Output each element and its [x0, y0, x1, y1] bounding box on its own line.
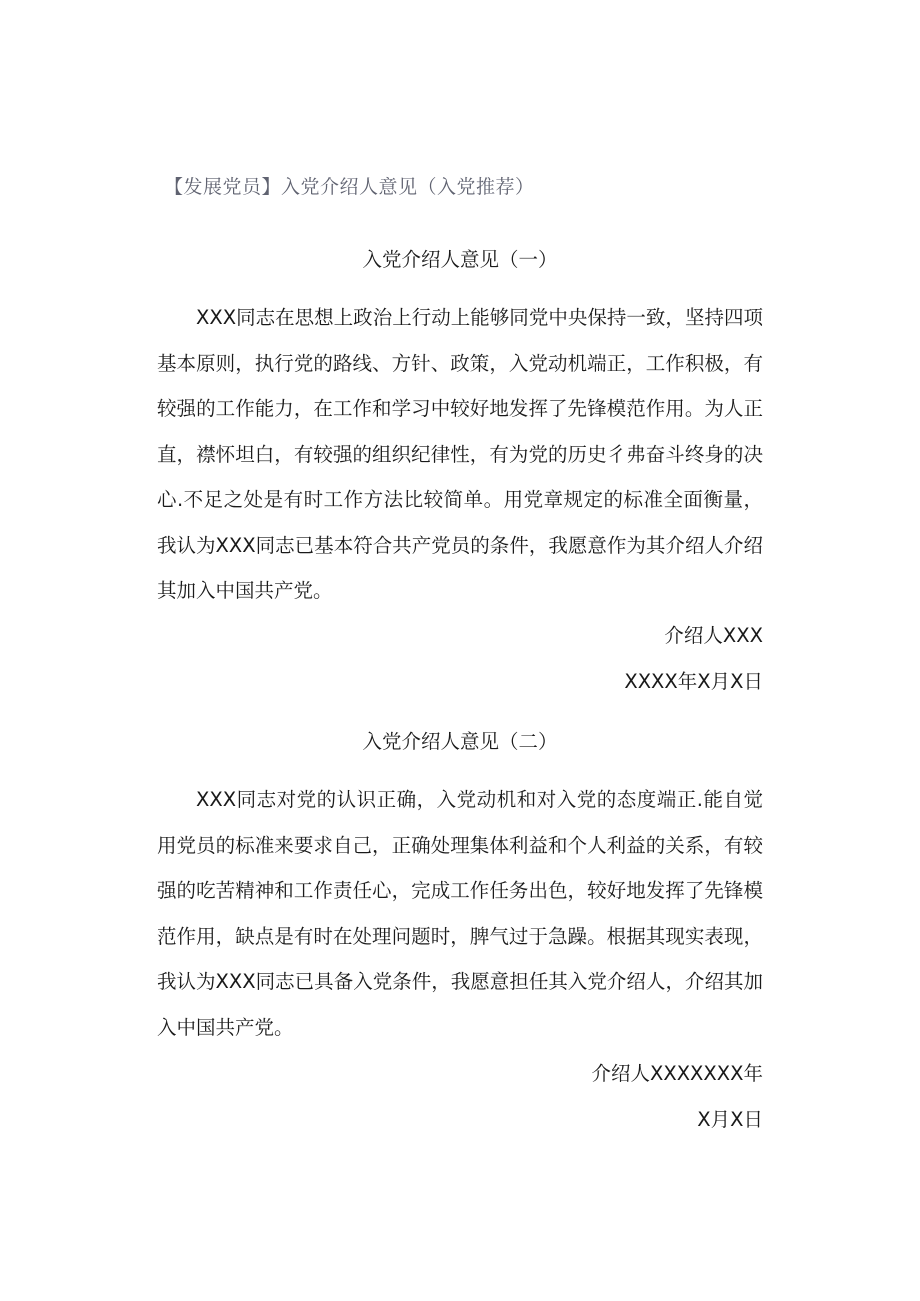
signature-line: 介绍人XXXXXXX年: [591, 1062, 763, 1085]
section-heading: 入党介绍人意见（二）: [362, 730, 558, 753]
signature-date: X月X日: [697, 1108, 763, 1131]
section-heading: 入党介绍人意见（一）: [362, 248, 558, 271]
signature-date: XXXX年X月X日: [624, 669, 763, 693]
document-title: 【发展党员】入党介绍人意见（入党推荐）: [164, 176, 535, 198]
opinion-section-one: [157, 248, 763, 694]
signature-line: 介绍人XXX: [664, 623, 763, 647]
opinion-section-two: [157, 730, 763, 1132]
section-body: XXX同志对党的认识正确，入党动机和对入党的态度端正.能自觉用党员的标准来要求自己，正确处理集体利益和个人利益的关系，有较强的吃苦精神和工作责任心，完成工作任务出色，较好地发挥了先锋模范作用，缺点是有时在处理问题时，脾气过于急躁。根据其现实表现，我认为XXX同志已具备入党条件，我愿意担任其入党介绍人，介绍其加入中国共产党。: [157, 788, 763, 1039]
section-body: XXX同志在思想上政治上行动上能够同党中央保持一致，坚持四项基本原则，执行党的路线、方针、政策，入党动机端正，工作积极，有较强的工作能力，在工作和学习中较好地发挥了先锋模范作用。为人正直，襟怀坦白，有较强的组织纪律性，有为党的历史彳弗奋斗终身的决心.不足之处是有时工作方法比较简单。用党章规定的标准全面衡量，我认为XXX同志已基本符合共产党员的条件，我愿意作为其介绍人介绍其加入中国共产党。: [157, 306, 763, 602]
